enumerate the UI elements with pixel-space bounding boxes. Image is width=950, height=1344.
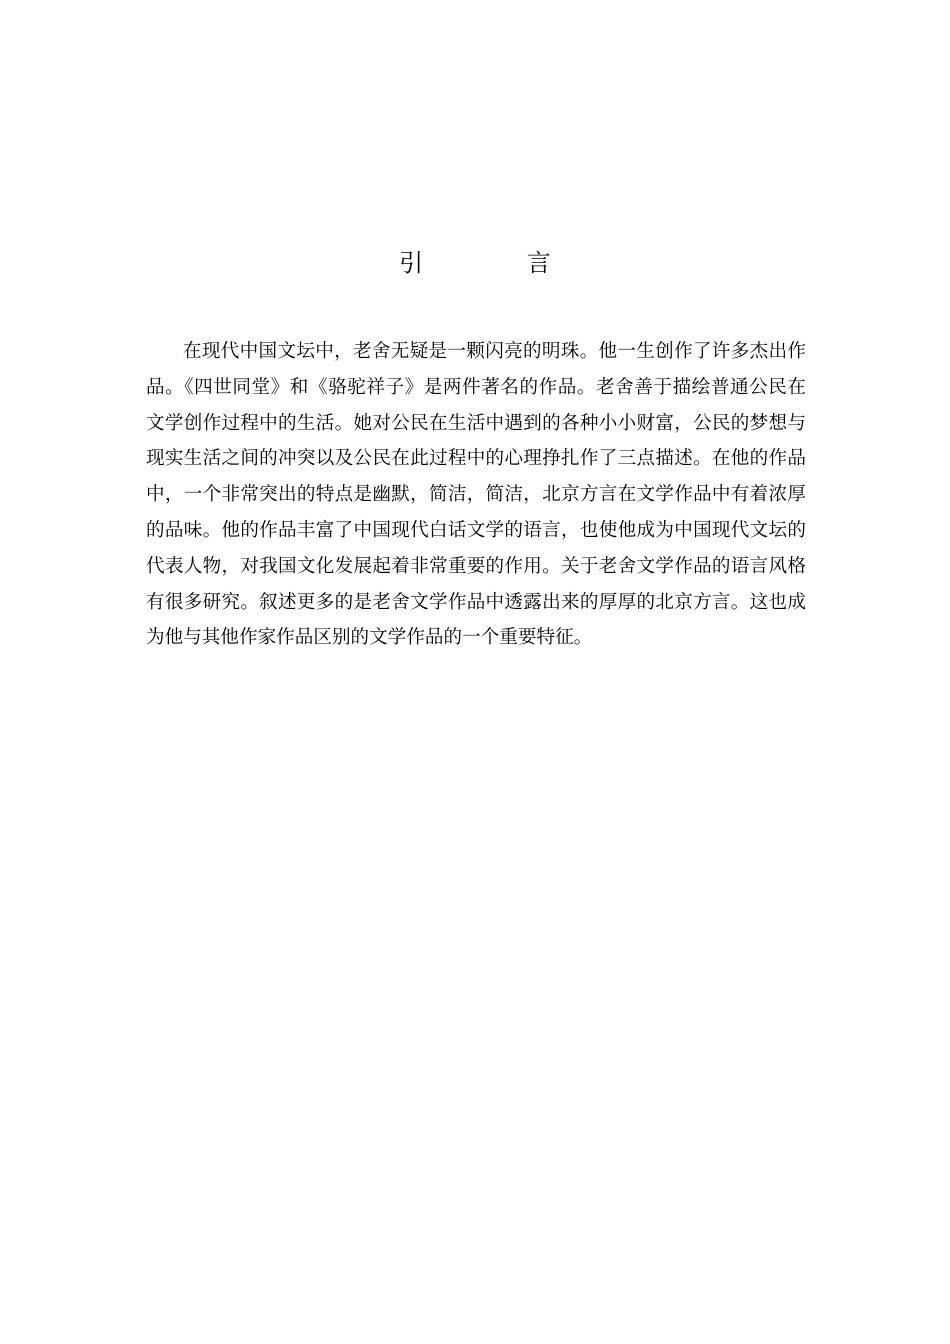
section-heading: 引 言 — [399, 249, 599, 277]
body-paragraph: 在现代中国文坛中，老舍无疑是一颗闪亮的明珠。他一生创作了许多杰出作品。《四世同堂》和《骆驼祥子》是两件著名的作品。老舍善于描绘普通公民在文学创作过程中的生活。她对公民在生活中遇到的各种小小财富，公民的梦想与现实生活之间的冲突以及公民在此过程中的心理挣扎作了三点描述。在他的作品中，一个非常突出的特点是幽默，简洁，简洁，北京方言在文学作品中有着浓厚的品味。他的作品丰富了中国现代白话文学的语言，也使他成为中国现代文坛的代表人物，对我国文化发展起着非常重要的作用。关于老舍文学作品的语言风格有很多研究。叙述更多的是老舍文学作品中透露出来的厚厚的北京方言。这也成为他与其他作家作品区别的文学作品的一个重要特征。 — [146, 341, 806, 649]
